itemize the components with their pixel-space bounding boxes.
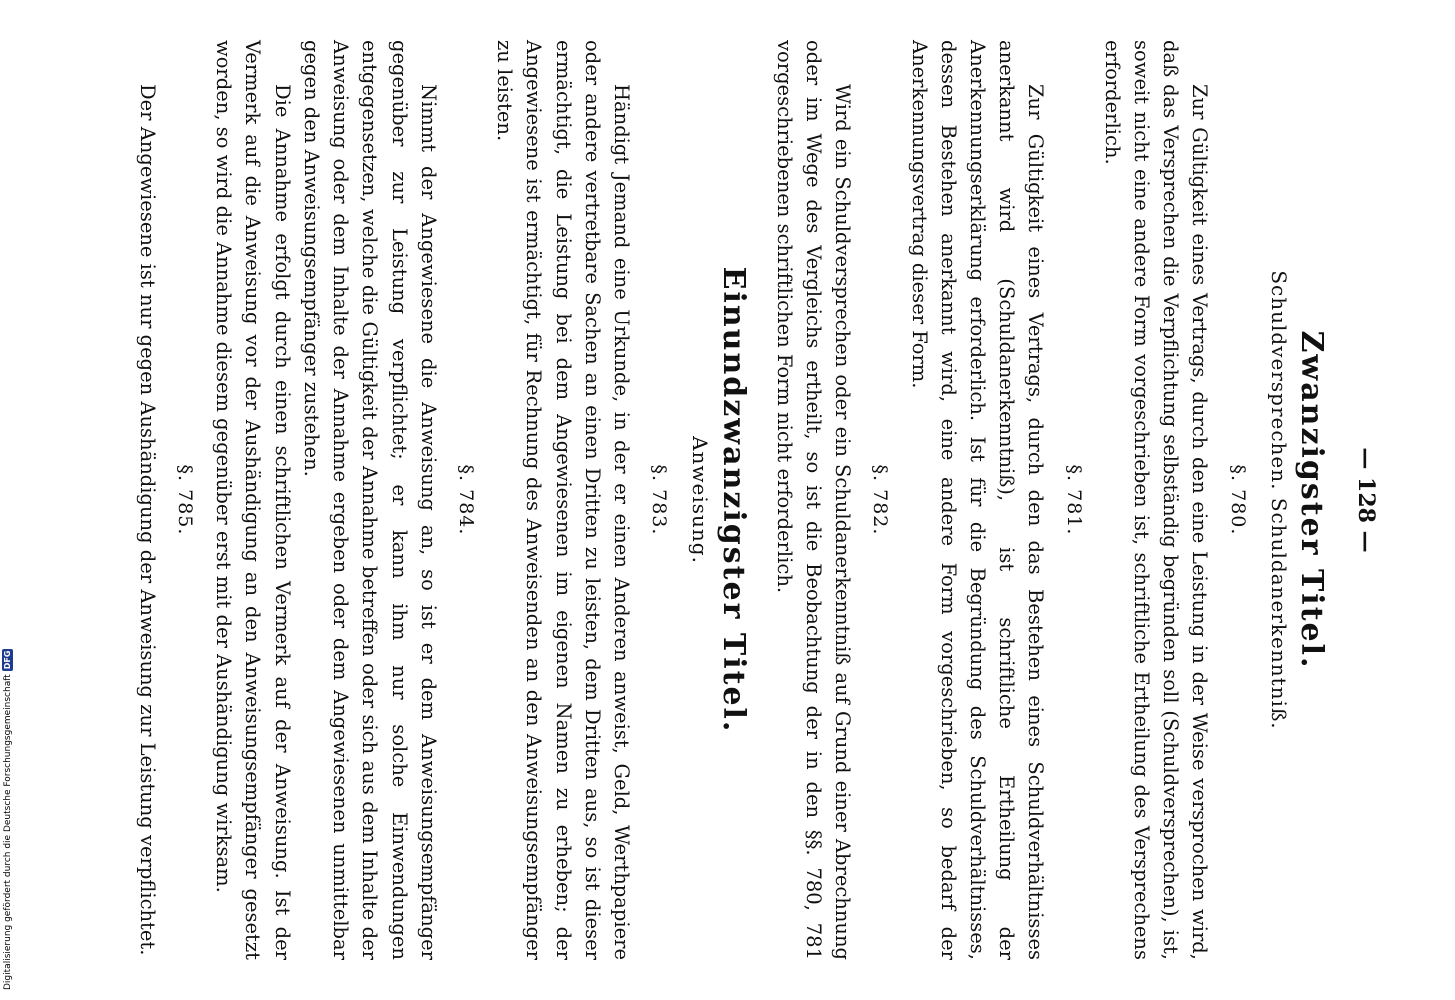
paragraph-heading: §. 780.: [1226, 464, 1249, 536]
page-number: — 128 —: [1353, 447, 1379, 553]
section-title: Einundzwanzigster Titel.: [715, 266, 751, 734]
paragraph-heading: §. 785.: [174, 464, 197, 536]
paragraph-text: Zur Gültigkeit eines Vertrags, durch den das Bestehen eines Schuldverhältnisses anerkannt wird (Schuldanerkenntniß), ist schriftliche Ertheilung der Anerkennungserklärung erforderlich. Ist für die Begründung des Schuldverhältnisses, dessen Bestehen anerkannt wird, eine andere Form vorgeschrieben, so bedarf der Anerkennungsvertrag dieser Form.: [907, 40, 1048, 960]
funding-footer: [2, 649, 13, 990]
section-21: [133, 40, 751, 960]
section-subtitle: Schuldversprechen. Schuldanerkenntniß.: [1266, 270, 1291, 730]
paragraph-heading: §. 783.: [648, 464, 671, 536]
paragraph-text: Zur Gültigkeit eines Vertrags, durch den eine Leistung in der Weise versprochen wird, daß das Versprechen die Verpflichtung selbständig begründen soll (Schuldversprechen), ist, soweit nicht eine andere Form vorgeschrieben ist, schriftliche Ertheilung des Versprechens erforderlich.: [1100, 40, 1212, 960]
funding-text: Digitalisierung gefördert durch die Deutsche Forschungsgemeinschaft: [2, 674, 13, 990]
paragraph-heading: §. 782.: [869, 464, 892, 536]
paragraph-heading: §. 784.: [454, 464, 477, 536]
section-spacer: [748, 40, 770, 960]
section-20: [770, 40, 1329, 960]
paragraph-heading: §. 781.: [1062, 464, 1085, 536]
paragraph-text: Händigt Jemand eine Urkunde, in der er einen Anderen anweist, Geld, Werthpapiere oder andere vertretbare Sachen an einen Dritten zu leisten, dem Dritten aus, so ist dieser ermächtigt, die Leistung bei dem Angewiesenen im eigenen Namen zu erheben; der Angewiesene ist ermächtigt, für Rechnung des Anweisenden an den Anweisungsempfänger zu leisten.: [493, 40, 633, 960]
section-title: Zwanzigster Titel.: [1294, 330, 1329, 670]
paragraph-text: Die Annahme erfolgt durch einen schriftlichen Vermerk auf der Anweisung. Ist der Vermerk auf die Anweisung vor der Aushändigung an den Anweisungsempfänger gesetzt worden, so wird die Annahme diesem gegenüber erst mit der Aushändigung wirksam.: [212, 40, 294, 960]
paragraph-text: Der Angewiesene ist nur gegen Aushändigung der Anweisung zur Leistung verpflichtet.: [135, 84, 159, 956]
section-subtitle: Anweisung.: [688, 436, 713, 564]
paragraph-text: Wird ein Schuldversprechen oder ein Schuldanerkenntniß auf Grund einer Abrechnung oder im Wege des Vergleichs ertheilt, so ist die Beobachtung der in den §§. 780, 781 vorgeschriebenen schriftlichen Form nicht erforderlich.: [772, 40, 855, 960]
dfg-logo-icon: DFG: [3, 650, 12, 670]
paragraph-text: Nimmt der Angewiesene die Anweisung an, so ist er dem Anweisungsempfänger gegenüber zur Leistung verpflichtet; er kann ihm nur solche Einwendungen entgegensetzen, welche die Gültigkeit der Annahme betreffen oder sich aus dem Inhalte der Anweisung oder dem Inhalte der Annahme ergeben oder dem Angewiesenen unmittelbar gegen den Anweisungsempfänger zustehen.: [299, 40, 440, 960]
rotated-page-content: [90, 40, 1380, 960]
